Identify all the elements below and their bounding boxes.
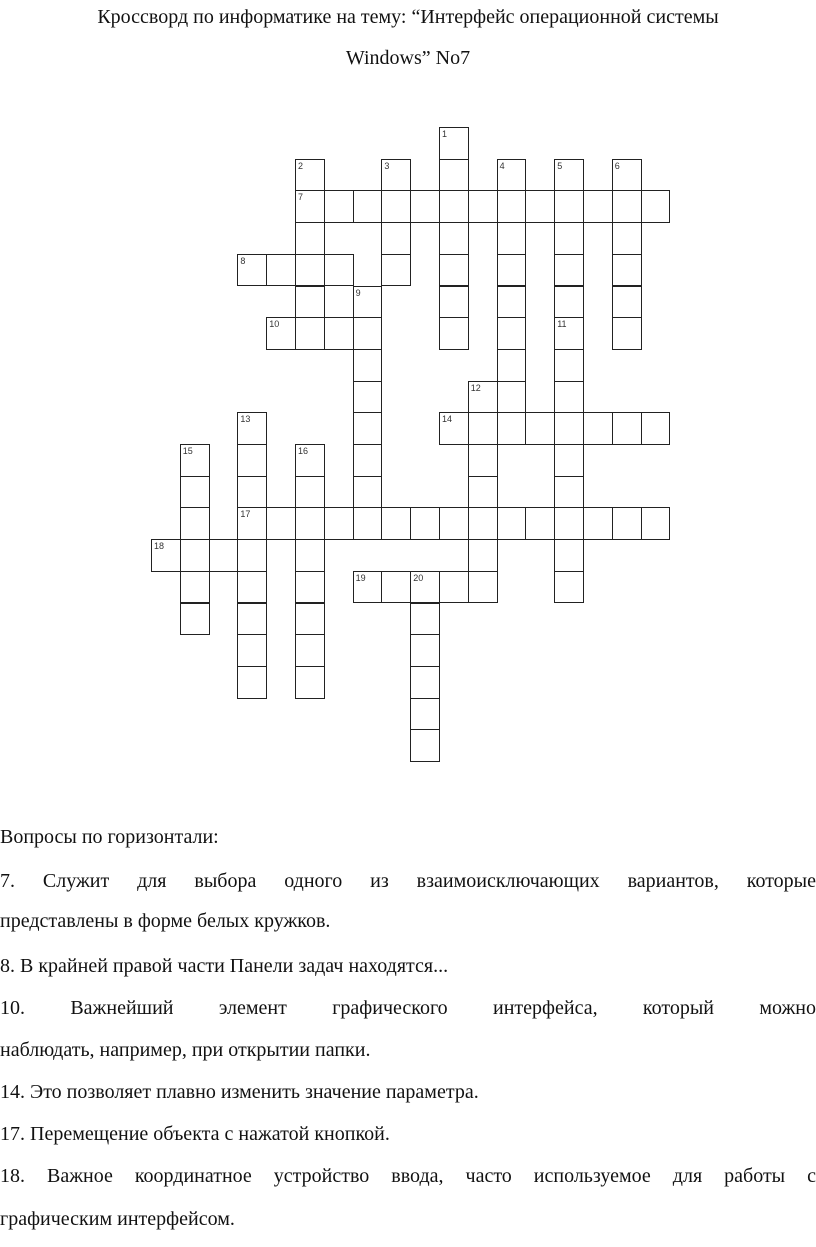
crossword-cell xyxy=(554,381,584,414)
crossword-cell xyxy=(525,507,555,540)
crossword-cell xyxy=(237,571,267,604)
crossword-cell xyxy=(295,666,325,699)
crossword-cell xyxy=(612,507,642,540)
crossword-cell xyxy=(353,507,383,540)
crossword-cell xyxy=(237,539,267,572)
crossword-cell xyxy=(295,571,325,604)
title-line-1: Кроссворд по информатике на тему: “Интерфейс операционной системы xyxy=(97,6,719,28)
crossword-cell xyxy=(468,381,498,414)
clue-number: 7 xyxy=(298,192,304,203)
crossword-cell xyxy=(237,634,267,667)
clue-number: 6 xyxy=(614,160,620,171)
crossword-cell xyxy=(641,507,671,540)
crossword-cell xyxy=(295,444,325,477)
question-17: 17. Перемещение объекта с нажатой кнопкой. xyxy=(0,1123,390,1145)
crossword-cell xyxy=(497,349,527,382)
crossword-cell xyxy=(180,539,210,572)
question-7: 7. Служит для выбора одного из взаимоисключающих вариантов, которые xyxy=(0,870,816,892)
crossword-cell xyxy=(295,222,325,255)
crossword-cell xyxy=(554,349,584,382)
clue-number: 14 xyxy=(442,414,453,425)
clue-number: 19 xyxy=(355,572,366,583)
crossword-cell xyxy=(353,349,383,382)
crossword-cell xyxy=(180,571,210,604)
clue-number: 8 xyxy=(240,255,246,266)
crossword-cell xyxy=(381,254,411,287)
crossword-cell xyxy=(381,190,411,223)
crossword-cell xyxy=(410,190,440,223)
crossword-cell xyxy=(410,507,440,540)
crossword-cell xyxy=(554,507,584,540)
crossword-cell xyxy=(439,412,469,445)
clue-number: 5 xyxy=(557,160,563,171)
crossword-cell xyxy=(353,317,383,350)
crossword-cell xyxy=(180,444,210,477)
crossword-cell xyxy=(381,222,411,255)
crossword-cell xyxy=(612,286,642,319)
question-18-cont: графическим интерфейсом. xyxy=(0,1208,235,1230)
crossword-cell xyxy=(641,412,671,445)
crossword-cell xyxy=(554,539,584,572)
crossword-cell xyxy=(295,254,325,287)
crossword-cell xyxy=(209,539,239,572)
crossword-cell xyxy=(295,507,325,540)
crossword-cell xyxy=(353,571,383,604)
crossword-cell xyxy=(410,729,440,762)
crossword-cell xyxy=(381,571,411,604)
crossword-cell xyxy=(554,571,584,604)
clue-number: 12 xyxy=(470,382,481,393)
crossword-cell xyxy=(497,412,527,445)
crossword-cell xyxy=(554,190,584,223)
crossword-cell xyxy=(439,159,469,192)
crossword-cell xyxy=(525,412,555,445)
clue-number: 1 xyxy=(442,129,448,139)
crossword-cell xyxy=(468,539,498,572)
crossword-cell xyxy=(237,476,267,509)
crossword-cell xyxy=(237,603,267,636)
crossword-cell xyxy=(583,412,613,445)
crossword-cell xyxy=(468,412,498,445)
crossword-cell xyxy=(324,254,354,287)
crossword-cell xyxy=(439,286,469,319)
crossword-cell xyxy=(439,254,469,287)
crossword-cell xyxy=(497,507,527,540)
crossword-cell xyxy=(295,634,325,667)
clue-number: 3 xyxy=(384,160,390,171)
crossword-cell xyxy=(295,476,325,509)
question-7-cont: представлены в форме белых кружков. xyxy=(0,910,331,932)
crossword-cell xyxy=(583,507,613,540)
crossword-cell xyxy=(439,127,469,160)
crossword-cell xyxy=(497,254,527,287)
crossword-cell xyxy=(439,507,469,540)
crossword-cell xyxy=(439,222,469,255)
crossword-cell xyxy=(237,444,267,477)
crossword-cell xyxy=(468,571,498,604)
crossword-cell xyxy=(295,539,325,572)
crossword-cell xyxy=(468,190,498,223)
crossword-cell xyxy=(381,507,411,540)
question-8: 8. В крайней правой части Панели задач находятся... xyxy=(0,955,449,977)
crossword-cell xyxy=(554,254,584,287)
crossword-cell xyxy=(180,476,210,509)
crossword-cell xyxy=(612,412,642,445)
crossword-cell xyxy=(554,412,584,445)
crossword-cell xyxy=(237,412,267,445)
crossword-cell xyxy=(583,190,613,223)
crossword-cell xyxy=(353,412,383,445)
clue-number: 15 xyxy=(182,446,193,456)
question-18: 18. Важное координатное устройство ввода, часто используемое для работы с xyxy=(0,1165,816,1187)
crossword-cell xyxy=(612,159,642,192)
crossword-cell xyxy=(237,254,267,287)
crossword-cell xyxy=(353,190,383,223)
clue-number: 10 xyxy=(269,319,280,330)
crossword-cell xyxy=(410,666,440,699)
crossword-cell xyxy=(410,634,440,667)
crossword-cell xyxy=(180,603,210,636)
clue-number: 13 xyxy=(240,414,251,425)
clue-number: 16 xyxy=(298,446,309,456)
crossword-cell xyxy=(266,507,296,540)
crossword-cell xyxy=(410,603,440,636)
crossword-cell xyxy=(266,317,296,350)
crossword-cell xyxy=(295,603,325,636)
clue-number: 20 xyxy=(413,572,424,583)
crossword-cell xyxy=(439,317,469,350)
crossword-cell xyxy=(381,159,411,192)
crossword-cell xyxy=(295,286,325,319)
crossword-cell xyxy=(324,507,354,540)
crossword-cell xyxy=(353,381,383,414)
question-10-cont: наблюдать, например, при открытии папки. xyxy=(0,1039,371,1061)
crossword-cell xyxy=(468,507,498,540)
crossword-cell xyxy=(612,317,642,350)
crossword-cell xyxy=(497,159,527,192)
clue-number: 17 xyxy=(240,509,251,520)
crossword-cell xyxy=(439,190,469,223)
crossword-cell xyxy=(324,317,354,350)
crossword-cell xyxy=(641,190,671,223)
crossword-cell xyxy=(151,539,181,572)
crossword-cell xyxy=(410,571,440,604)
clue-number: 4 xyxy=(499,160,505,171)
question-10: 10. Важнейший элемент графического интерфейса, который можно xyxy=(0,997,816,1019)
crossword-cell xyxy=(554,444,584,477)
crossword-cell xyxy=(497,190,527,223)
crossword-cell xyxy=(468,476,498,509)
crossword-cell xyxy=(237,507,267,540)
clue-number: 11 xyxy=(557,319,567,330)
crossword-cell xyxy=(497,381,527,414)
crossword-cell xyxy=(612,254,642,287)
crossword-cell xyxy=(324,190,354,223)
crossword-cell xyxy=(295,159,325,192)
crossword-cell xyxy=(237,666,267,699)
crossword-cell xyxy=(468,444,498,477)
crossword-cell xyxy=(554,222,584,255)
crossword-cell xyxy=(353,286,383,319)
crossword-cell xyxy=(497,222,527,255)
crossword-cell xyxy=(295,317,325,350)
question-14: 14. Это позволяет плавно изменить значение параметра. xyxy=(0,1081,479,1103)
crossword-cell xyxy=(554,159,584,192)
crossword-cell xyxy=(266,254,296,287)
clue-number: 2 xyxy=(298,160,304,171)
crossword-cell xyxy=(353,476,383,509)
crossword-cell xyxy=(612,190,642,223)
crossword-cell xyxy=(525,190,555,223)
crossword-cell xyxy=(554,476,584,509)
crossword-cell xyxy=(497,286,527,319)
crossword-cell xyxy=(439,571,469,604)
crossword-cell xyxy=(295,190,325,223)
title-line-2: Windows” No7 xyxy=(345,47,471,69)
clue-number: 9 xyxy=(355,287,361,298)
crossword-cell xyxy=(554,317,584,350)
crossword-cell xyxy=(410,698,440,731)
questions-heading: Вопросы по горизонтали: xyxy=(0,826,219,848)
crossword-cell xyxy=(497,317,527,350)
crossword-cell xyxy=(180,507,210,540)
crossword-cell xyxy=(554,286,584,319)
crossword-cell xyxy=(612,222,642,255)
crossword-cell xyxy=(353,444,383,477)
clue-number: 18 xyxy=(154,541,165,552)
